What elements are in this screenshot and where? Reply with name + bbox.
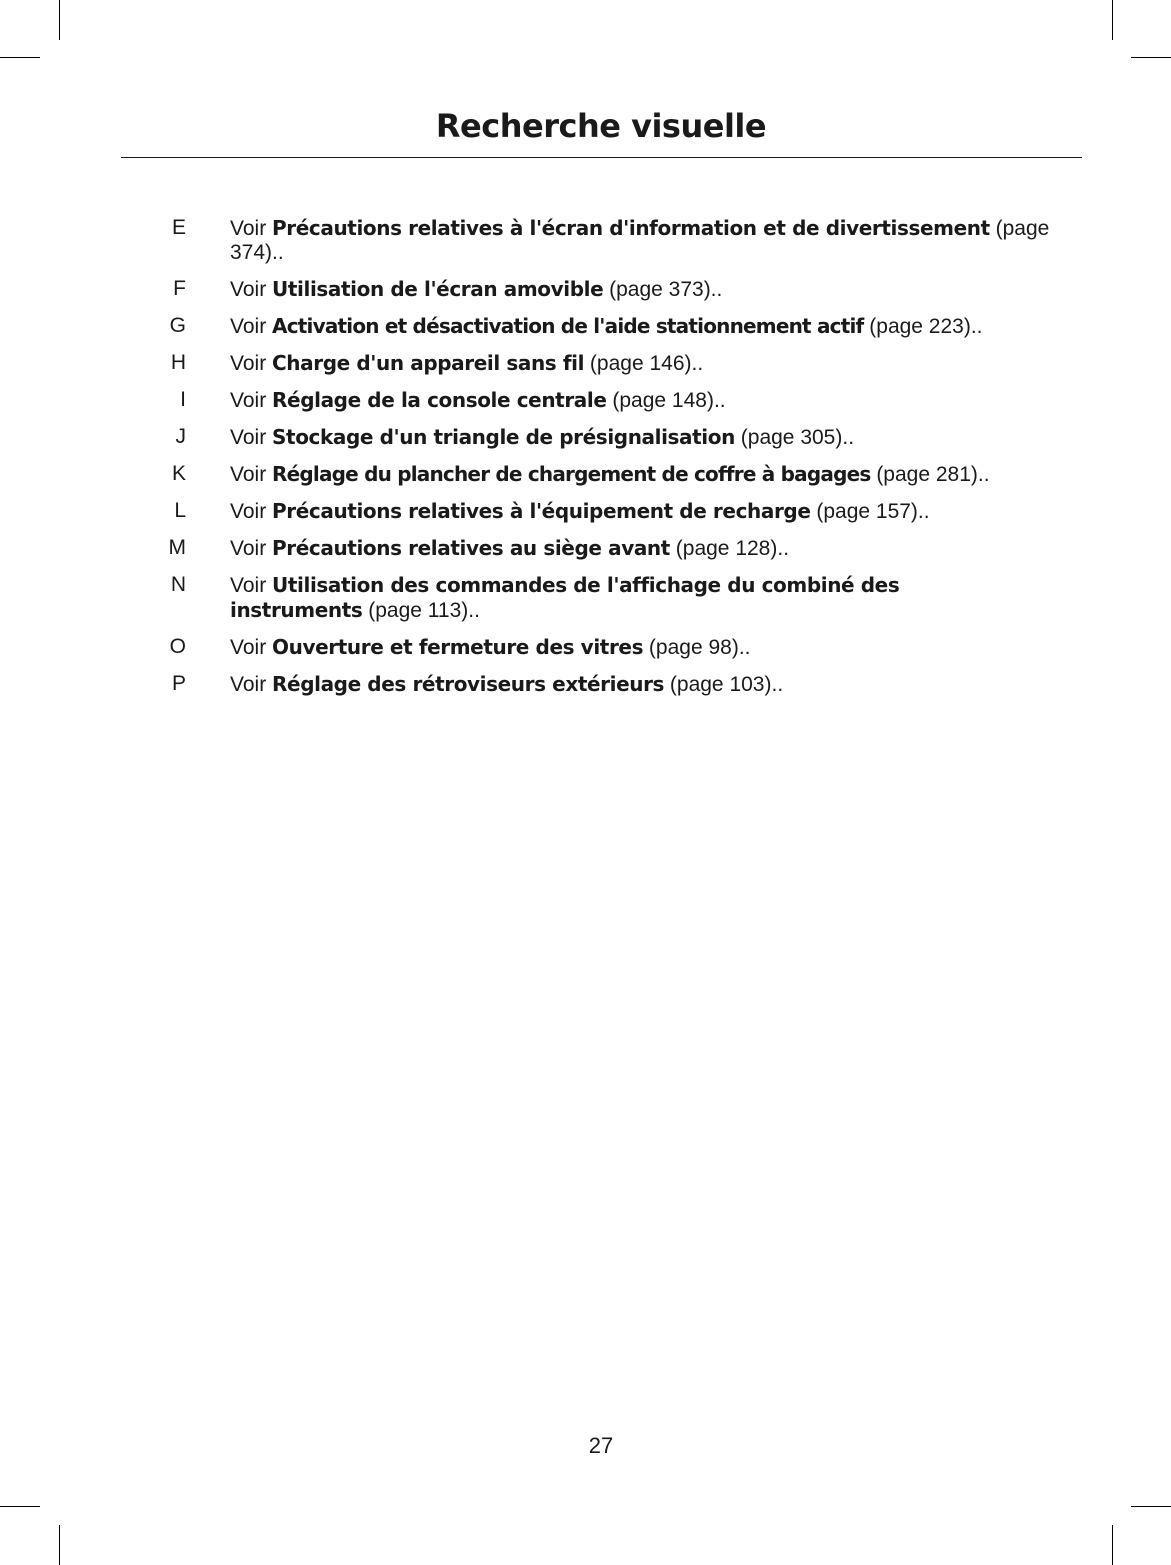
entry-page-ref: (page 103).. [669,673,784,696]
entry-page-ref: (page 374).. [230,217,1050,264]
entry-link[interactable]: Utilisation des commandes de l'affichage du combiné des instruments [230,573,900,622]
entry-page-ref: (page 281).. [876,463,990,486]
entry-prefix: Voir [230,217,267,240]
list-item [0,462,1171,487]
entry-text [230,573,990,623]
entry-link[interactable]: Activation et désactivation de l'aide stationnement actif [272,314,864,338]
entry-letter: E [171,216,186,239]
entry-link[interactable]: Réglage du plancher de chargement de coffre à bagages [272,462,871,486]
entry-link[interactable]: Précautions relatives à l'écran d'information et de divertissement [272,216,990,240]
entry-text [230,388,1080,413]
entry-prefix: Voir [230,574,267,597]
list-item [0,499,1171,524]
entry-link[interactable]: Utilisation de l'écran amovible [272,277,604,301]
entry-page-ref: (page 146).. [589,352,704,375]
entry-prefix: Voir [230,500,267,523]
entry-link[interactable]: Stockage d'un triangle de présignalisation [272,425,735,449]
entry-letter: J [175,425,186,448]
entry-page-ref: (page 148).. [612,389,726,412]
entry-letter: H [170,351,186,374]
entry-prefix: Voir [230,315,267,338]
entry-text [230,462,1080,487]
entry-page-ref: (page 113).. [368,599,480,622]
entry-letter: N [170,573,186,596]
crop-mark-top-right-vertical [1112,0,1113,40]
entry-page-ref: (page 98).. [648,636,751,659]
crop-mark-top-left-horizontal [0,57,40,58]
entry-link[interactable]: Charge d'un appareil sans fil [272,351,585,375]
list-item [0,536,1171,561]
entry-letter: K [171,462,186,485]
entry-text [230,314,1080,339]
entry-page-ref: (page 305).. [740,426,855,449]
crop-mark-bottom-right-vertical [1112,1525,1113,1565]
entry-prefix: Voir [230,352,267,375]
entry-prefix: Voir [230,537,267,560]
entry-prefix: Voir [230,636,267,659]
crop-mark-top-right-horizontal [1131,57,1171,58]
entry-prefix: Voir [230,673,267,696]
list-item [0,216,1171,265]
list-item [0,672,1171,697]
entry-letter: O [169,635,186,658]
visual-search-list [0,216,1171,709]
entry-text [230,635,1080,660]
crop-mark-bottom-left-vertical [59,1525,60,1565]
title-divider [121,157,1082,158]
entry-page-ref: (page 373).. [609,278,723,301]
entry-prefix: Voir [230,278,267,301]
list-item [0,425,1171,450]
entry-text [230,672,1080,697]
entry-text [230,499,1080,524]
entry-link[interactable]: Précautions relatives à l'équipement de recharge [272,499,811,523]
entry-link[interactable]: Précautions relatives au siège avant [272,536,670,560]
list-item [0,573,1171,623]
entry-link[interactable]: Réglage de la console centrale [272,388,607,412]
entry-prefix: Voir [230,463,267,486]
entry-letter: P [171,672,186,695]
entry-letter: M [168,536,186,559]
list-item [0,277,1171,302]
list-item [0,635,1171,660]
entry-text [230,351,1080,376]
entry-letter: I [180,388,186,411]
crop-mark-bottom-right-horizontal [1131,1506,1171,1507]
page-number: 27 [588,1433,614,1458]
entry-prefix: Voir [230,426,267,449]
crop-mark-bottom-left-horizontal [0,1506,40,1507]
entry-link[interactable]: Ouverture et fermeture des vitres [272,635,644,659]
entry-link[interactable]: Réglage des rétroviseurs extérieurs [272,672,665,696]
entry-page-ref: (page 157).. [816,500,930,523]
crop-mark-top-left-vertical [59,0,60,40]
entry-page-ref: (page 128).. [675,537,790,560]
entry-text [230,425,1080,450]
entry-letter: G [169,314,186,337]
entry-letter: F [173,277,186,300]
entry-text [230,216,1080,265]
entry-page-ref: (page 223).. [869,315,983,338]
entry-letter: L [174,499,186,522]
entry-prefix: Voir [230,389,267,412]
list-item [0,314,1171,339]
entry-text [230,536,1080,561]
list-item [0,351,1171,376]
page-title: Recherche visuelle [435,107,767,145]
entry-text [230,277,1080,302]
list-item [0,388,1171,413]
